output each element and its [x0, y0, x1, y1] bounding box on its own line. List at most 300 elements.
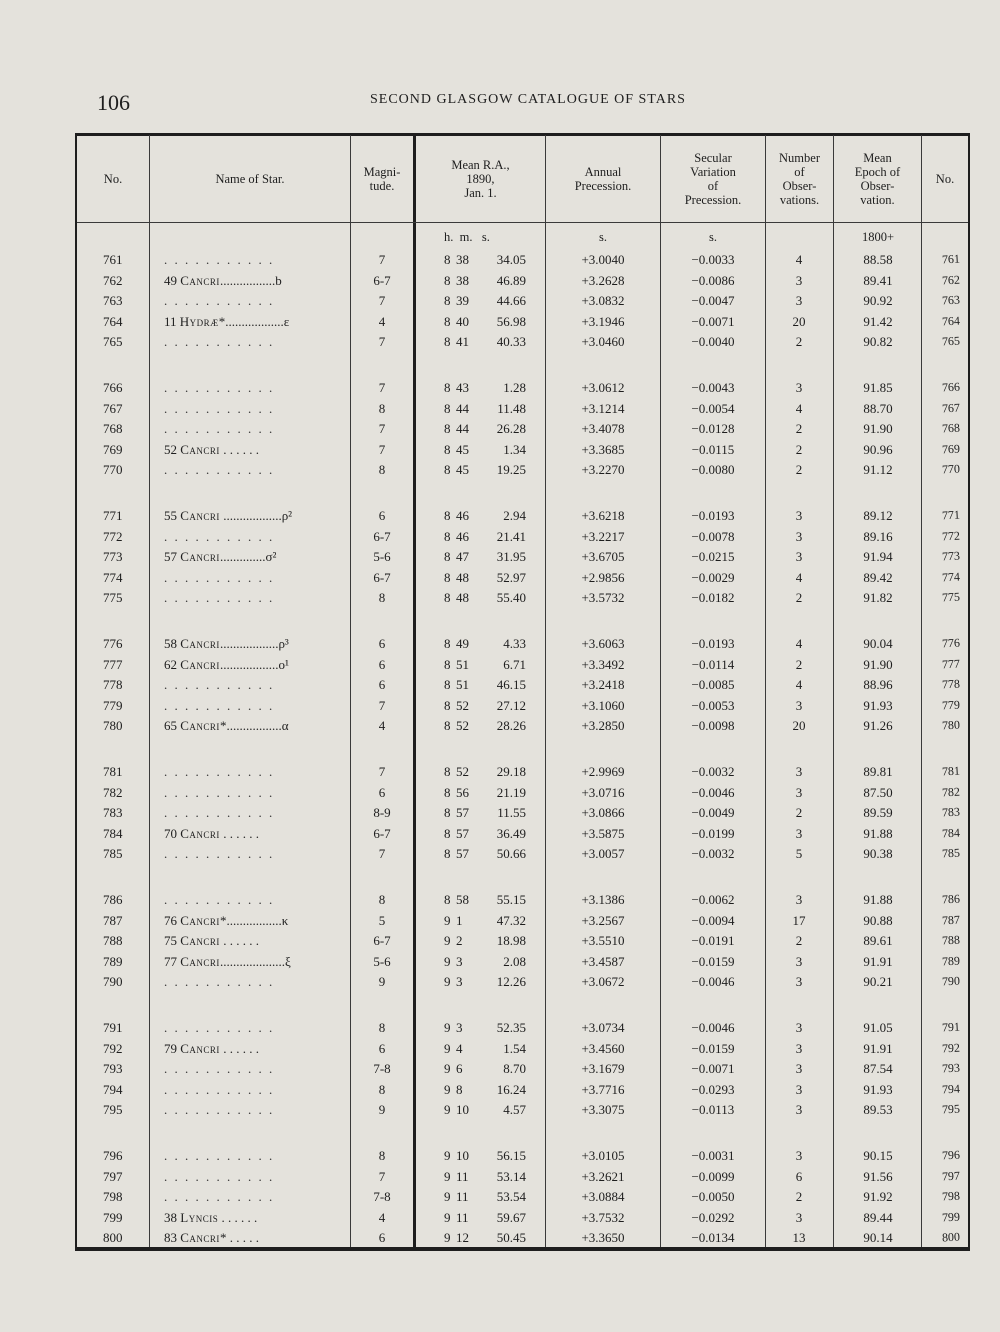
table-row — [0, 314, 1000, 334]
observation-count: 3 — [795, 293, 803, 309]
star-name: . . . . . . . . . . . — [164, 1168, 275, 1184]
secular-variation: −0.0049 — [691, 805, 735, 821]
observation-count: 3 — [795, 380, 803, 395]
annual-precession: +3.2418 — [581, 677, 625, 693]
annual-precession: +3.0057 — [581, 846, 625, 862]
header-ra: Mean R.A., 1890, Jan. 1. — [451, 158, 510, 200]
mean-epoch: 90.14 — [863, 1230, 893, 1246]
observation-count: 4 — [795, 569, 803, 585]
observation-count: 4 — [795, 400, 803, 416]
mean-epoch: 88.70 — [863, 400, 893, 416]
ra-hours: 8 — [444, 508, 451, 523]
star-name: . . . . . . . . . . . — [164, 400, 275, 416]
star-number: 789 — [103, 953, 123, 969]
star-number-right: 774 — [941, 569, 961, 585]
mean-epoch: 91.88 — [863, 892, 893, 907]
ra-hours: 8 — [444, 590, 451, 606]
mean-epoch: 89.81 — [863, 764, 893, 779]
right-ascension — [444, 1169, 526, 1185]
ra-hours: 8 — [444, 400, 451, 416]
annual-precession: +3.0612 — [581, 380, 625, 395]
star-number-right: 787 — [941, 912, 961, 928]
right-ascension — [444, 401, 526, 417]
annual-precession: +2.9856 — [581, 569, 625, 585]
star-name: . . . . . . . . . . . — [164, 846, 275, 862]
annual-precession: +3.1060 — [581, 697, 625, 713]
right-ascension — [444, 1148, 526, 1164]
mean-epoch: 91.05 — [863, 1020, 893, 1035]
magnitude: 6-7 — [373, 569, 391, 585]
ra-minutes: 45 — [456, 441, 469, 457]
star-name: . . . . . . . . . . . — [164, 590, 275, 606]
star-number: 774 — [103, 569, 123, 585]
star-name: . . . . . . . . . . . — [164, 1061, 275, 1077]
magnitude: 7 — [378, 846, 386, 862]
star-number-right: 800 — [941, 1229, 961, 1245]
right-ascension — [444, 636, 526, 652]
ra-seconds: 55.15 — [496, 892, 526, 907]
mean-epoch: 91.93 — [863, 697, 893, 713]
star-name: . . . . . . . . . . . — [164, 252, 275, 267]
mean-epoch: 90.82 — [863, 334, 893, 350]
mean-epoch: 88.58 — [863, 252, 893, 267]
secular-variation: −0.0071 — [691, 1061, 735, 1077]
magnitude: 6 — [378, 656, 386, 672]
observation-count: 20 — [792, 313, 806, 329]
secular-variation: −0.0114 — [691, 656, 735, 672]
annual-precession: +3.0105 — [581, 1148, 625, 1163]
star-number: 781 — [103, 764, 123, 779]
mean-epoch: 90.96 — [863, 441, 893, 457]
star-name: 65 Cancri*.................α — [164, 718, 289, 734]
star-number-right: 771 — [941, 507, 961, 523]
ra-seconds: 4.33 — [503, 636, 526, 651]
secular-variation: −0.0078 — [691, 528, 735, 544]
ra-hours: 8 — [444, 252, 451, 267]
right-ascension — [444, 718, 526, 734]
ra-hours: 8 — [444, 764, 451, 779]
star-name: . . . . . . . . . . . — [164, 677, 275, 693]
table-row — [0, 1148, 1000, 1168]
ra-minutes: 11 — [456, 1189, 469, 1205]
star-number: 767 — [103, 400, 123, 416]
right-ascension — [444, 1020, 526, 1036]
ra-seconds: 28.26 — [496, 718, 526, 734]
star-number: 785 — [103, 846, 123, 862]
table-row — [0, 892, 1000, 912]
ra-seconds: 1.28 — [503, 380, 526, 395]
table-row — [0, 1082, 1000, 1102]
star-name: . . . . . . . . . . . — [164, 1102, 275, 1118]
star-number: 787 — [103, 912, 123, 928]
annual-precession: +3.7716 — [581, 1081, 625, 1097]
ra-seconds: 36.49 — [496, 825, 526, 841]
ra-minutes: 51 — [456, 656, 469, 672]
star-number: 763 — [103, 293, 123, 309]
right-ascension — [444, 1210, 526, 1226]
star-name: 52 Cancri . . . . . . — [164, 441, 259, 457]
right-ascension — [444, 974, 526, 990]
ra-minutes: 1 — [456, 912, 463, 928]
page-number: 106 — [97, 90, 130, 115]
star-number-right: 796 — [941, 1147, 961, 1163]
annual-precession: +3.5875 — [581, 825, 625, 841]
observation-count: 17 — [792, 912, 806, 928]
ra-seconds: 40.33 — [496, 334, 526, 350]
table-row — [0, 913, 1000, 933]
magnitude: 5 — [378, 912, 386, 928]
ra-hours: 8 — [444, 441, 451, 457]
star-name: 76 Cancri*.................κ — [164, 912, 289, 928]
star-number-right: 786 — [941, 891, 961, 907]
star-number-right: 785 — [941, 845, 961, 861]
ra-hours: 8 — [444, 718, 451, 734]
ra-minutes: 44 — [456, 400, 469, 416]
annual-precession: +3.1946 — [581, 313, 625, 329]
observation-count: 3 — [795, 272, 803, 288]
mean-epoch: 91.26 — [863, 718, 893, 734]
magnitude: 6 — [378, 1040, 386, 1056]
star-number: 790 — [103, 974, 123, 990]
magnitude: 5-6 — [373, 549, 391, 565]
header-no-right: No. — [935, 172, 955, 186]
star-name: . . . . . . . . . . . — [164, 892, 275, 907]
table-row — [0, 826, 1000, 846]
ra-seconds: 44.66 — [496, 293, 526, 309]
star-number-right: 761 — [941, 251, 961, 267]
annual-precession: +3.5510 — [581, 933, 625, 949]
star-number-right: 791 — [941, 1019, 961, 1035]
star-number-right: 778 — [941, 676, 961, 692]
ra-seconds: 46.89 — [496, 272, 526, 288]
observation-count: 2 — [795, 1189, 803, 1205]
star-number-right: 780 — [941, 717, 961, 733]
star-number: 795 — [103, 1102, 123, 1118]
star-number: 773 — [103, 549, 123, 565]
mean-epoch: 89.41 — [863, 272, 893, 288]
annual-precession: +3.2217 — [581, 528, 625, 544]
table-row — [0, 1230, 1000, 1250]
mean-epoch: 91.90 — [863, 656, 893, 672]
star-number: 778 — [103, 677, 123, 693]
ra-hours: 9 — [444, 974, 451, 990]
secular-variation: −0.0085 — [691, 677, 735, 693]
magnitude: 8 — [378, 1081, 386, 1097]
secular-variation: −0.0215 — [691, 549, 735, 565]
observation-count: 3 — [795, 1102, 803, 1118]
annual-precession: +3.1386 — [581, 892, 625, 907]
unit-secular: s. — [709, 230, 717, 244]
table-row — [0, 1061, 1000, 1081]
table-row — [0, 954, 1000, 974]
annual-precession: +3.6063 — [581, 636, 625, 651]
ra-minutes: 48 — [456, 590, 469, 606]
right-ascension — [444, 570, 526, 586]
right-ascension — [444, 1041, 526, 1057]
right-ascension — [444, 933, 526, 949]
ra-seconds: 16.24 — [496, 1081, 526, 1097]
magnitude: 8 — [378, 892, 386, 907]
magnitude: 6 — [378, 508, 386, 523]
magnitude: 4 — [378, 313, 386, 329]
star-number: 791 — [103, 1020, 123, 1035]
ra-seconds: 12.26 — [496, 974, 526, 990]
mean-epoch: 91.94 — [863, 549, 893, 565]
observation-count: 3 — [795, 1040, 803, 1056]
header-magnitude: Magni- tude. — [363, 165, 401, 193]
magnitude: 9 — [378, 974, 386, 990]
star-name: . . . . . . . . . . . — [164, 528, 275, 544]
annual-precession: +3.0040 — [581, 252, 625, 267]
observation-count: 2 — [795, 334, 803, 350]
right-ascension — [444, 442, 526, 458]
annual-precession: +3.4078 — [581, 421, 625, 437]
star-number-right: 788 — [941, 932, 961, 948]
magnitude: 8 — [378, 1020, 386, 1035]
star-number: 793 — [103, 1061, 123, 1077]
table-row — [0, 401, 1000, 421]
ra-seconds: 52.35 — [496, 1020, 526, 1035]
star-name: . . . . . . . . . . . — [164, 1189, 275, 1205]
observation-count: 3 — [795, 784, 803, 800]
ra-minutes: 40 — [456, 313, 469, 329]
ra-hours: 9 — [444, 1230, 451, 1246]
magnitude: 7 — [378, 334, 386, 350]
star-number-right: 782 — [941, 784, 961, 800]
observation-count: 2 — [795, 421, 803, 437]
ra-minutes: 47 — [456, 549, 469, 565]
star-number: 786 — [103, 892, 123, 907]
mean-epoch: 89.12 — [863, 508, 893, 523]
ra-seconds: 29.18 — [496, 764, 526, 779]
ra-minutes: 43 — [456, 380, 469, 395]
star-number-right: 762 — [941, 272, 961, 288]
observation-count: 6 — [795, 1168, 803, 1184]
mean-epoch: 91.12 — [863, 462, 893, 478]
magnitude: 6 — [378, 677, 386, 693]
secular-variation: −0.0047 — [691, 293, 735, 309]
table-row — [0, 974, 1000, 994]
annual-precession: +3.0884 — [581, 1189, 625, 1205]
ra-minutes: 46 — [456, 508, 469, 523]
star-number-right: 794 — [941, 1081, 961, 1097]
annual-precession: +3.0866 — [581, 805, 625, 821]
ra-minutes: 46 — [456, 528, 469, 544]
ra-hours: 9 — [444, 1168, 451, 1184]
mean-epoch: 89.42 — [863, 569, 893, 585]
star-name: 57 Cancri..............σ² — [164, 549, 277, 565]
observation-count: 3 — [795, 1209, 803, 1225]
table-row — [0, 1169, 1000, 1189]
ra-minutes: 3 — [456, 1020, 463, 1035]
ra-minutes: 38 — [456, 272, 469, 288]
star-name: 62 Cancri..................ο¹ — [164, 656, 289, 672]
ra-hours: 8 — [444, 825, 451, 841]
table-row — [0, 1041, 1000, 1061]
header-observations: Number of Obser- vations. — [779, 151, 820, 207]
annual-precession: +3.0672 — [581, 974, 625, 990]
ra-seconds: 2.08 — [503, 953, 526, 969]
right-ascension — [444, 785, 526, 801]
ra-hours: 9 — [444, 1061, 451, 1077]
right-ascension — [444, 657, 526, 673]
star-number: 782 — [103, 784, 123, 800]
right-ascension — [444, 826, 526, 842]
table-row — [0, 334, 1000, 354]
ra-minutes: 4 — [456, 1040, 463, 1056]
right-ascension — [444, 892, 526, 908]
observation-count: 5 — [795, 846, 803, 862]
ra-minutes: 38 — [456, 252, 469, 267]
table-row — [0, 273, 1000, 293]
mean-epoch: 90.92 — [863, 293, 893, 309]
mean-epoch: 87.54 — [863, 1061, 893, 1077]
right-ascension — [444, 1189, 526, 1205]
star-name: 79 Cancri . . . . . . — [164, 1040, 259, 1056]
star-name: . . . . . . . . . . . — [164, 462, 275, 478]
secular-variation: −0.0050 — [691, 1189, 735, 1205]
magnitude: 6-7 — [373, 933, 391, 949]
ra-minutes: 56 — [456, 784, 469, 800]
magnitude: 7 — [378, 1168, 386, 1184]
ra-minutes: 52 — [456, 718, 469, 734]
star-number-right: 777 — [941, 656, 961, 672]
magnitude: 5-6 — [373, 953, 391, 969]
ra-minutes: 49 — [456, 636, 469, 651]
right-ascension — [444, 529, 526, 545]
star-name: . . . . . . . . . . . — [164, 334, 275, 350]
mean-epoch: 87.50 — [863, 784, 893, 800]
magnitude: 7 — [378, 697, 386, 713]
secular-variation: −0.0193 — [691, 508, 735, 523]
ra-hours: 8 — [444, 656, 451, 672]
ra-minutes: 11 — [456, 1209, 469, 1225]
magnitude: 7 — [378, 380, 386, 395]
table-row — [0, 549, 1000, 569]
ra-minutes: 8 — [456, 1081, 463, 1097]
magnitude: 6 — [378, 1230, 386, 1246]
secular-variation: −0.0193 — [691, 636, 735, 651]
ra-seconds: 1.34 — [503, 441, 526, 457]
magnitude: 6-7 — [373, 825, 391, 841]
right-ascension — [444, 1061, 526, 1077]
ra-hours: 8 — [444, 846, 451, 862]
table-row — [0, 380, 1000, 400]
secular-variation: −0.0098 — [691, 718, 735, 734]
ra-hours: 9 — [444, 933, 451, 949]
mean-epoch: 90.15 — [863, 1148, 893, 1163]
star-number-right: 793 — [941, 1060, 961, 1076]
star-name: . . . . . . . . . . . — [164, 1148, 275, 1163]
star-number: 783 — [103, 805, 123, 821]
star-number: 784 — [103, 825, 123, 841]
table-row — [0, 1210, 1000, 1230]
star-number: 772 — [103, 528, 123, 544]
table-row — [0, 1189, 1000, 1209]
secular-variation: −0.0199 — [691, 825, 735, 841]
star-number-right: 798 — [941, 1188, 961, 1204]
ra-seconds: 8.70 — [503, 1061, 526, 1077]
annual-precession: +3.3492 — [581, 656, 625, 672]
magnitude: 6-7 — [373, 528, 391, 544]
mean-epoch: 91.90 — [863, 421, 893, 437]
secular-variation: −0.0033 — [691, 252, 735, 267]
table-row — [0, 1102, 1000, 1122]
mean-epoch: 91.56 — [863, 1168, 893, 1184]
magnitude: 4 — [378, 1209, 386, 1225]
mean-epoch: 91.91 — [863, 953, 893, 969]
magnitude: 8-9 — [373, 805, 391, 821]
ra-minutes: 3 — [456, 974, 463, 990]
ra-hours: 8 — [444, 462, 451, 478]
secular-variation: −0.0182 — [691, 590, 735, 606]
star-number-right: 784 — [941, 825, 961, 841]
running-head: SECOND GLASGOW CATALOGUE OF STARS — [370, 92, 686, 107]
ra-hours: 9 — [444, 1040, 451, 1056]
observation-count: 2 — [795, 462, 803, 478]
ra-minutes: 39 — [456, 293, 469, 309]
ra-minutes: 41 — [456, 334, 469, 350]
star-number: 799 — [103, 1209, 123, 1225]
star-name: 58 Cancri..................ρ³ — [164, 636, 289, 651]
secular-variation: −0.0043 — [691, 380, 735, 395]
star-name: . . . . . . . . . . . — [164, 784, 275, 800]
table-row — [0, 677, 1000, 697]
mean-epoch: 90.88 — [863, 912, 893, 928]
ra-minutes: 58 — [456, 892, 469, 907]
right-ascension — [444, 462, 526, 478]
star-number: 788 — [103, 933, 123, 949]
ra-seconds: 18.98 — [496, 933, 526, 949]
table-row — [0, 805, 1000, 825]
mean-epoch: 90.21 — [863, 974, 893, 990]
star-number-right: 775 — [941, 589, 961, 605]
star-number: 769 — [103, 441, 123, 457]
ra-minutes: 45 — [456, 462, 469, 478]
secular-variation: −0.0046 — [691, 784, 735, 800]
annual-precession: +3.0460 — [581, 334, 625, 350]
secular-variation: −0.0292 — [691, 1209, 735, 1225]
ra-hours: 8 — [444, 293, 451, 309]
star-name: 83 Cancri* . . . . . — [164, 1230, 259, 1246]
secular-variation: −0.0062 — [691, 892, 735, 907]
mean-epoch: 89.59 — [863, 805, 893, 821]
star-name: . . . . . . . . . . . — [164, 805, 275, 821]
secular-variation: −0.0031 — [691, 1148, 735, 1163]
star-number: 777 — [103, 656, 123, 672]
secular-variation: −0.0128 — [691, 421, 735, 437]
right-ascension — [444, 273, 526, 289]
ra-hours: 9 — [444, 1081, 451, 1097]
table-row — [0, 529, 1000, 549]
secular-variation: −0.0134 — [691, 1230, 735, 1246]
star-name: 38 Lyncis . . . . . . — [164, 1209, 258, 1225]
magnitude: 8 — [378, 462, 386, 478]
header-epoch: Mean Epoch of Obser- vation. — [854, 151, 901, 207]
magnitude: 9 — [378, 1102, 386, 1118]
mean-epoch: 89.61 — [863, 933, 893, 949]
right-ascension — [444, 549, 526, 565]
star-name: . . . . . . . . . . . — [164, 1020, 275, 1035]
right-ascension — [444, 590, 526, 606]
star-number-right: 765 — [941, 333, 961, 349]
secular-variation: −0.0032 — [691, 764, 735, 779]
annual-precession: +3.2621 — [581, 1168, 625, 1184]
star-number: 776 — [103, 636, 123, 651]
star-number-right: 768 — [941, 420, 961, 436]
secular-variation: −0.0191 — [691, 933, 735, 949]
observation-count: 3 — [795, 528, 803, 544]
